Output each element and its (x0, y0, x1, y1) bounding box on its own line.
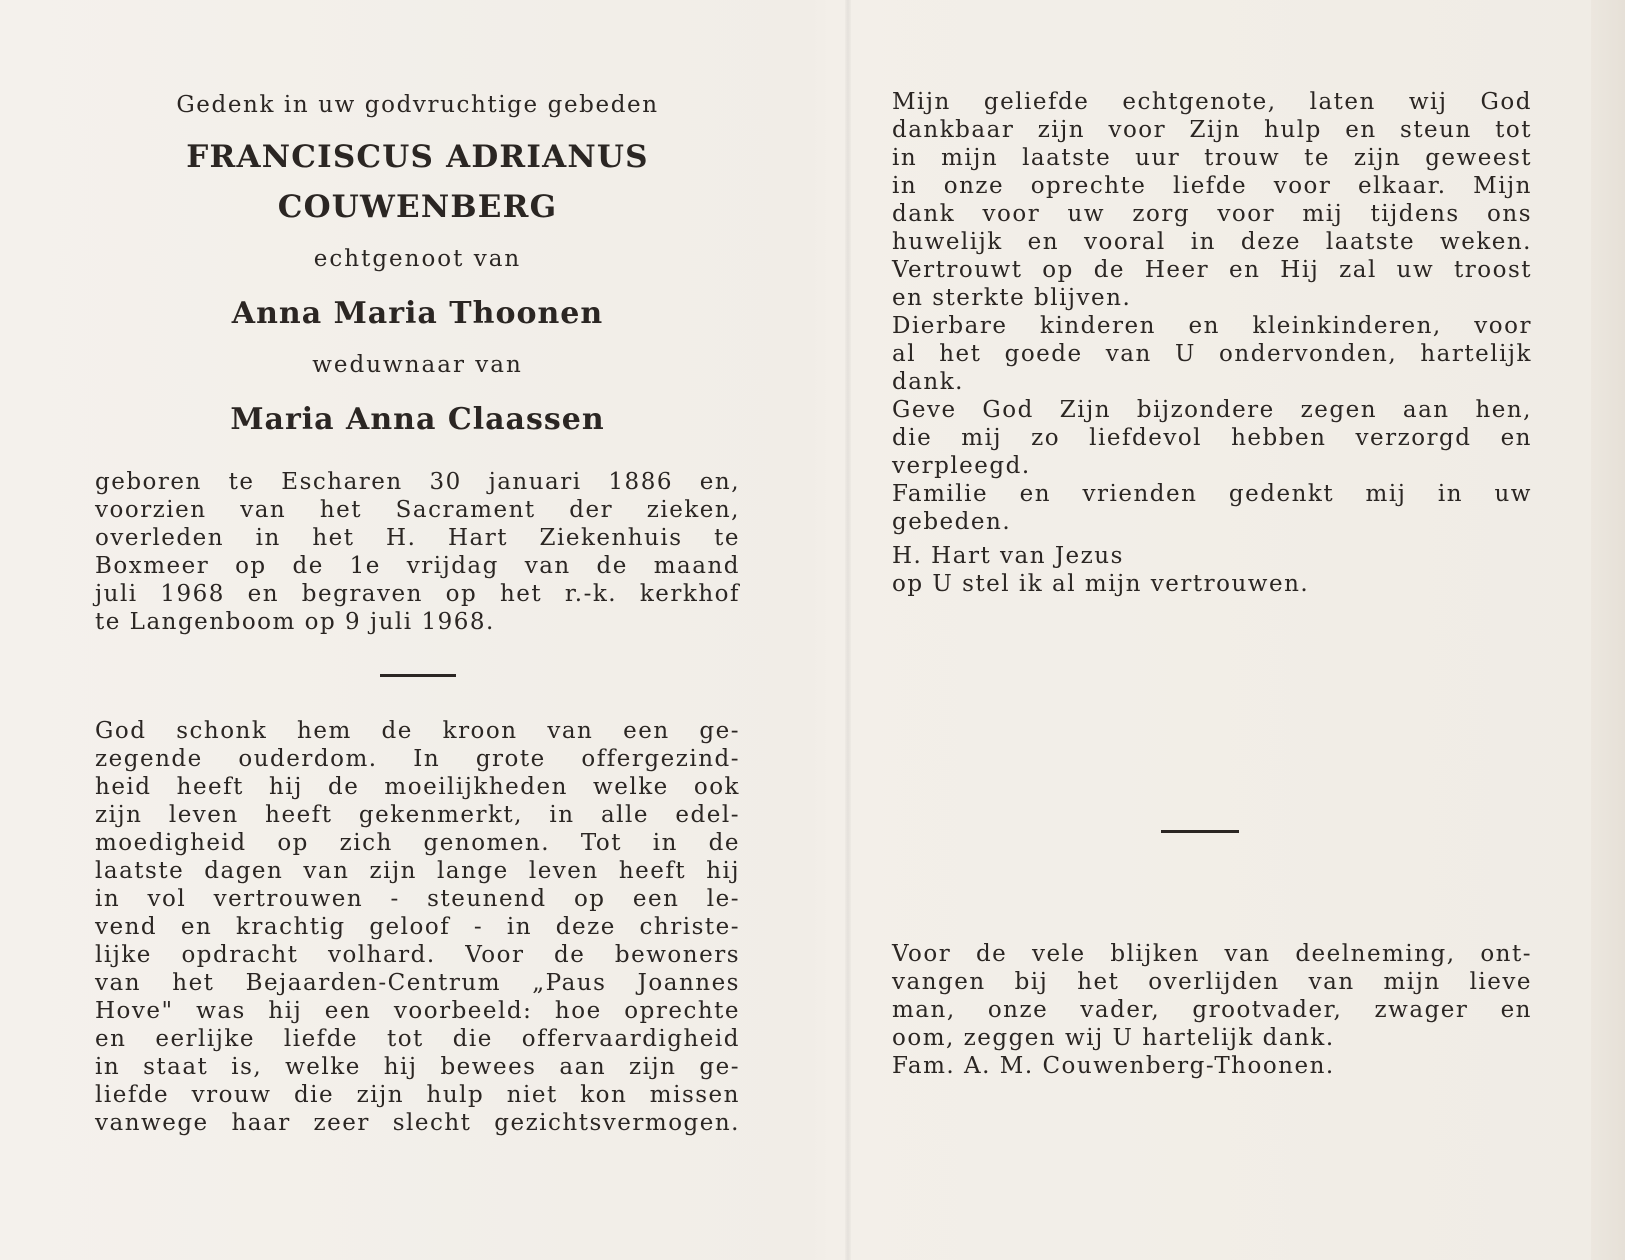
text-line: verpleegd. (892, 453, 1031, 479)
text-line: vangen bij het overlijden van mijn lieve (892, 969, 1532, 995)
prayer-line: op U stel ik al mijn vertrouwen. (892, 571, 1310, 597)
text-line: lijke opdracht volhard. Voor de bewoners (95, 942, 740, 968)
text-line: Hove" was hij een voorbeeld: hoe oprechte (95, 998, 740, 1024)
text-line: Voor de vele blijken van deelneming, ont- (892, 941, 1532, 967)
text-line: dank. (892, 369, 964, 395)
biography-paragraph (95, 717, 740, 1137)
text-line: al het goede van U ondervonden, hartelijk (892, 341, 1532, 367)
text-line: vend en krachtig geloof - in deze christe- (95, 914, 740, 940)
intro-line: Gedenk in uw godvruchtige gebeden (176, 92, 659, 118)
text-line: van het Bejaarden-Centrum „Paus Joannes (95, 970, 740, 996)
deceased-name-line2: COUWENBERG (277, 189, 558, 225)
text-line: liefde vrouw die zijn hulp niet kon missen (95, 1082, 740, 1108)
prayer (892, 542, 1532, 598)
text-line: geboren te Escharen 30 januari 1886 en, (95, 469, 740, 495)
prayer-line: H. Hart van Jezus (892, 543, 1124, 569)
text-line: in onze oprechte liefde voor elkaar. Mijn (892, 173, 1532, 199)
text-line: zegende ouderdom. In grote offergezind- (95, 746, 740, 772)
farewell-message (892, 88, 1532, 536)
text-line: Boxmeer op de 1e vrijdag van de maand (95, 553, 740, 579)
card-fold (845, 0, 851, 1260)
spouse-name: Anna Maria Thoonen (231, 296, 604, 331)
text-line: voorzien van het Sacrament der zieken, (95, 497, 740, 523)
left-panel (95, 80, 740, 1137)
first-wife-name: Maria Anna Claassen (230, 402, 605, 437)
text-line: heid heeft hij de moeilijkheden welke ook (95, 774, 740, 800)
text-line: in staat is, welke hij bewees aan zijn ge- (95, 1054, 740, 1080)
text-line: moedigheid op zich genomen. Tot in de (95, 830, 740, 856)
text-line: huwelijk en vooral in deze laatste weken. (892, 229, 1532, 255)
signature: Fam. A. M. Couwenberg-Thoonen. (892, 1053, 1335, 1079)
text-line: vanwege haar zeer slecht gezichtsvermogen. (95, 1110, 740, 1136)
relation-spouse: echtgenoot van (313, 246, 522, 272)
text-line: dank voor uw zorg voor mij tijdens ons (892, 201, 1532, 227)
thanks-paragraph (892, 940, 1532, 1080)
text-line: en eerlijke liefde tot die offervaardigheid (95, 1026, 740, 1052)
text-line: Geve God Zijn bijzondere zegen aan hen, (892, 397, 1532, 423)
text-line: gebeden. (892, 509, 1012, 535)
text-line: in mijn laatste uur trouw te zijn geweest (892, 145, 1532, 171)
text-line: te Langenboom op 9 juli 1968. (95, 609, 495, 635)
deceased-name (95, 132, 740, 232)
text-line: dankbaar zijn voor Zijn hulp en steun tot (892, 117, 1532, 143)
text-line: Vertrouwt op de Heer en Hij zal uw troost (892, 257, 1532, 283)
text-line: laatste dagen van zijn lange leven heeft hij (95, 858, 740, 884)
divider-rule (1161, 830, 1239, 833)
deceased-name-line1: FRANCISCUS ADRIANUS (186, 139, 649, 175)
text-line: God schonk hem de kroon van een ge- (95, 718, 740, 744)
text-line: man, onze vader, grootvader, zwager en (892, 997, 1532, 1023)
text-line: die mij zo liefdevol hebben verzorgd en (892, 425, 1532, 451)
right-panel (892, 80, 1532, 598)
text-line: Familie en vrienden gedenkt mij in uw (892, 481, 1532, 507)
text-line: oom, zeggen wij U hartelijk dank. (892, 1025, 1335, 1051)
text-line: Mijn geliefde echtgenote, laten wij God (892, 89, 1532, 115)
text-line: juli 1968 en begraven op het r.-k. kerkhof (95, 581, 740, 607)
divider-rule (380, 674, 456, 677)
text-line: en sterkte blijven. (892, 285, 1132, 311)
card-edge (1591, 0, 1625, 1260)
text-line: zijn leven heeft gekenmerkt, in alle edel- (95, 802, 740, 828)
text-line: overleden in het H. Hart Ziekenhuis te (95, 525, 740, 551)
relation-widower: weduwnaar van (312, 352, 523, 378)
text-line: Dierbare kinderen en kleinkinderen, voor (892, 313, 1532, 339)
text-line: in vol vertrouwen - steunend op een le- (95, 886, 740, 912)
birth-death-paragraph (95, 468, 740, 636)
thanks-section (892, 940, 1532, 1080)
